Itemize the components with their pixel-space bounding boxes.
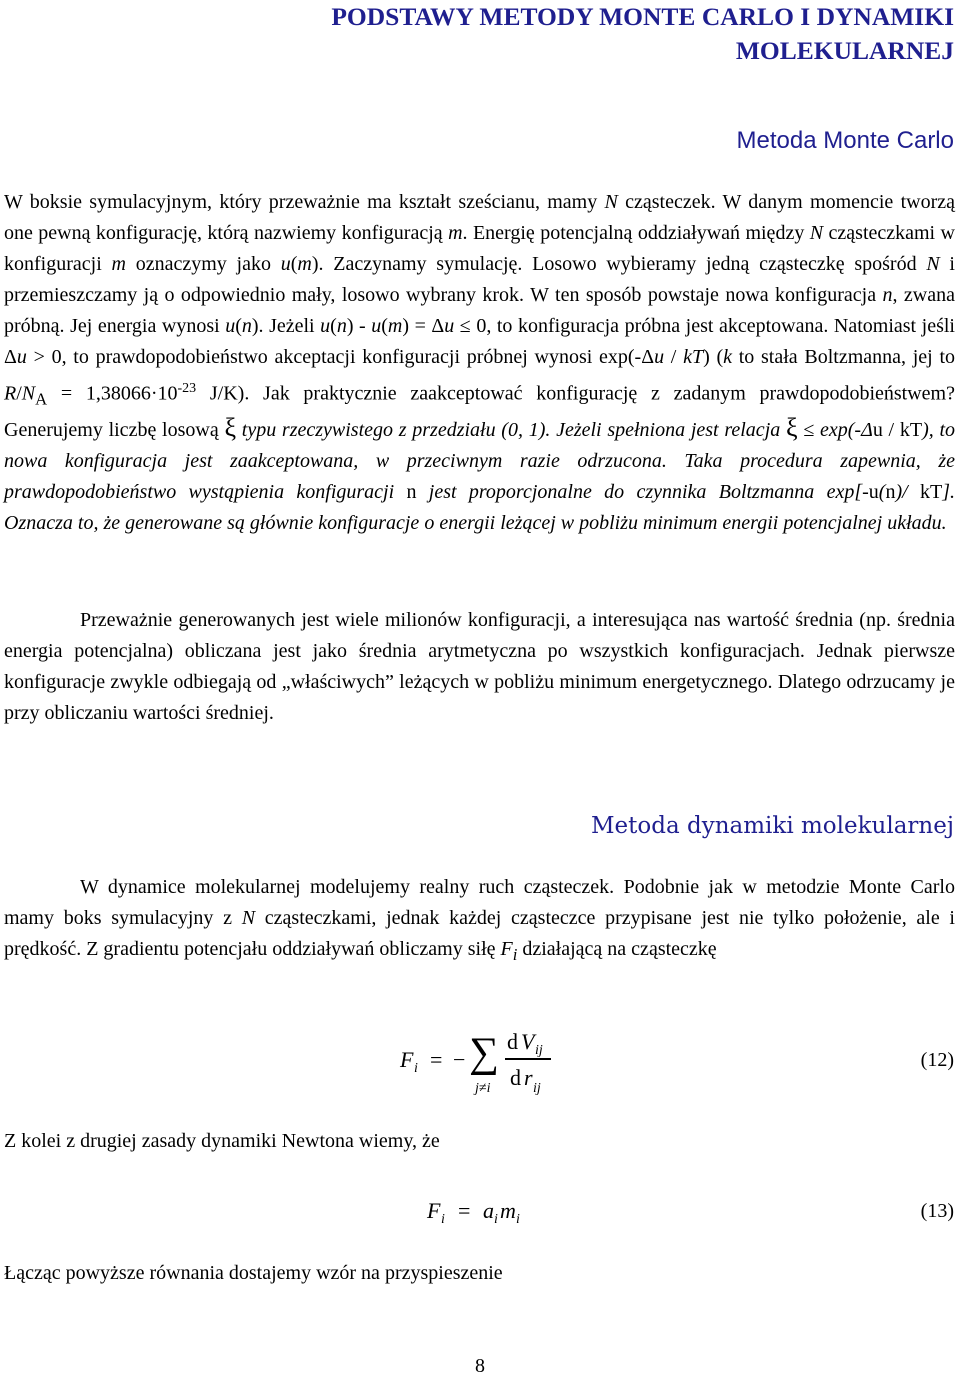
- text-run: kT: [920, 480, 943, 503]
- math-symbol: N: [809, 222, 824, 244]
- math-symbol: kT: [683, 346, 704, 368]
- eq13-a-i: i: [494, 1212, 498, 1227]
- title-line-1: PODSTAWY METODY MONTE CARLO I DYNAMIKI: [331, 2, 954, 31]
- text-run: ) -: [346, 315, 372, 337]
- section-heading-monte-carlo: Metoda Monte Carlo: [736, 127, 954, 154]
- subscript: A: [35, 389, 48, 409]
- text-run: ) = Δ: [402, 315, 445, 337]
- paragraph-md-2: Z kolei z drugiej zasady dynamiki Newtona wiemy, że: [4, 1130, 440, 1152]
- eq12-sum: ∑: [469, 1030, 499, 1076]
- fraction-bar: [505, 1058, 551, 1060]
- superscript: -23: [177, 381, 197, 396]
- equation-number-12: (12): [920, 1049, 954, 1071]
- text-run: (: [381, 315, 388, 337]
- math-symbol: N: [604, 191, 618, 213]
- text-run: n: [406, 480, 417, 503]
- eq13-equals: =: [458, 1198, 471, 1223]
- text-run: /: [664, 346, 684, 368]
- text-run: i przemieszczamy ją o odpowiednio mały, losowo wybrany krok. W ten sposób powstaje nowa konfiguracja: [4, 253, 955, 306]
- equation-number-13: (13): [920, 1200, 954, 1222]
- math-symbol: u: [16, 346, 27, 368]
- math-symbol: m: [297, 253, 312, 275]
- math-symbol: m: [111, 253, 126, 275]
- math-symbol: N: [21, 382, 36, 405]
- page-number: 8: [475, 1355, 485, 1377]
- eq12-den-ij: ij: [533, 1081, 541, 1096]
- eq12-minus: −: [453, 1047, 466, 1072]
- text-run: to stała Boltzmanna, jej to: [732, 346, 956, 368]
- math-symbol: N: [926, 253, 940, 275]
- math-symbol: n: [241, 315, 252, 337]
- title-line-2: MOLEKULARNEJ: [735, 36, 954, 65]
- text: cząsteczkami, jednak każdej cząsteczce przypisane jest nie tylko położenie, ale i prędkość. Z gradientu potencjału oddziaływań obliczamy siłę: [4, 907, 955, 960]
- text-run: n: [885, 480, 896, 503]
- math-symbol: u: [280, 253, 291, 275]
- text: W dynamice molekularnej modelujemy realny ruch cząsteczek. Podobnie jak w metodzie Monte Carlo mamy boks symulacyjny z: [4, 876, 955, 929]
- math-symbol: u: [654, 346, 665, 368]
- eq12-equals: =: [430, 1047, 443, 1072]
- text: działającą na cząsteczkę: [517, 938, 717, 960]
- math-symbol: u: [371, 315, 382, 337]
- paragraph-md-1: [4, 872, 955, 970]
- math-symbol: k: [723, 346, 733, 368]
- math-symbol: n: [336, 315, 347, 337]
- eq12-num-d: d: [507, 1029, 518, 1054]
- text-run: ) (: [703, 346, 724, 368]
- text-run: . Energię potencjalną oddziaływań między: [462, 222, 810, 244]
- text-run: ξ: [785, 412, 798, 442]
- symbol-i: i: [512, 945, 518, 964]
- eq12-sum-index: j≠i: [475, 1081, 491, 1096]
- eq12-den-r: r: [524, 1065, 533, 1090]
- text-run: (: [235, 315, 242, 337]
- paragraph-monte-carlo-1: [4, 187, 955, 539]
- eq13-m-i: i: [516, 1212, 520, 1227]
- eq13-a: a: [483, 1198, 494, 1223]
- math-symbol: typu rzeczywistego z przedziału (0, 1). Jeżeli spełniona jest relacja: [236, 418, 786, 441]
- text-run: u: [868, 480, 879, 503]
- paragraph-monte-carlo-2: Przeważnie generowanych jest wiele milionów konfiguracji, a interesująca nas wartość średnia (np. średnia energia potencjalna) obliczana jest jako średnia arytmetyczna po wszystkich konfiguracjach. Jednak pierwsze konfiguracje zwykle odbiegają od „właściwych” leżących w pobliżu minimum energetycznego. Dlatego odrzucamy je przy obliczaniu wartości średniej.: [4, 609, 955, 724]
- math-symbol: ≤ exp(-Δ: [797, 418, 873, 441]
- math-symbol: u: [444, 315, 455, 337]
- eq13-i: i: [441, 1212, 445, 1227]
- document-title: [14, 0, 954, 68]
- eq12-num-V: V: [521, 1029, 535, 1054]
- text-run: oznaczymy jako: [125, 253, 281, 275]
- math-symbol: u: [225, 315, 236, 337]
- symbol-N: N: [241, 907, 256, 929]
- text-run: cząsteczkami w konfiguracji: [4, 222, 955, 275]
- eq12-den-d: d: [510, 1065, 521, 1090]
- text-run: = 1,38066·10: [47, 382, 178, 405]
- equation-12: [0, 1025, 960, 1105]
- math-symbol: R: [4, 382, 17, 405]
- math-symbol: n: [882, 284, 893, 306]
- eq13-m: m: [500, 1198, 516, 1223]
- text-run: ). Jeżeli: [251, 315, 321, 337]
- paragraph-md-3: Łącząc powyższe równania dostajemy wzór na przyspieszenie: [4, 1262, 503, 1284]
- text-run: (: [290, 253, 298, 275]
- text-run: ≤ 0, to konfiguracja próbna jest akceptowana. Natomiast jeśli Δ: [4, 315, 955, 368]
- math-symbol: )/: [895, 480, 920, 503]
- text-run: u: [872, 418, 883, 441]
- text-run: ). Zaczynamy symulację. Losowo wybieramy jedną cząsteczkę spośród: [311, 253, 927, 275]
- math-symbol: m: [448, 222, 463, 244]
- eq12-i: i: [414, 1061, 418, 1076]
- text-run: W boksie symulacyjnym, który przeważnie ma kształt sześcianu, mamy: [4, 191, 605, 213]
- text-run: ξ: [224, 412, 237, 442]
- math-symbol: m: [387, 315, 403, 337]
- text-run: J/K). Jak praktycznie zaakceptować konfigurację z zadanym prawdopodobieństwem? Generujemy liczbę losową: [4, 382, 955, 441]
- text-run: /: [16, 382, 22, 405]
- text-run: (: [330, 315, 337, 337]
- text-run: /: [882, 418, 900, 441]
- text-run: kT: [899, 418, 923, 441]
- math-symbol: u: [320, 315, 331, 337]
- eq12-F: F: [400, 1047, 414, 1072]
- symbol-F: F: [500, 938, 513, 960]
- equation-13: [0, 1198, 960, 1238]
- eq12-num-ij: ij: [535, 1043, 543, 1058]
- math-symbol: ]. Oznacza to, że generowane są głównie konfiguracje o energii leżącej w pobliżu minimum energii potencjalnej układu.: [4, 480, 956, 534]
- math-symbol: jest proporcjonalne do czynnika Boltzmanna exp[-: [416, 480, 869, 503]
- eq13-F: F: [427, 1198, 441, 1223]
- text-run: cząsteczek. W danym momencie tworzą one pewną konfigurację, którą nazwiemy konfiguracją: [4, 191, 955, 244]
- text-run: > 0, to prawdopodobieństwo akceptacji konfiguracji próbnej wynosi exp(-Δ: [26, 346, 655, 368]
- section-heading-molecular-dynamics: Metoda dynamiki molekularnej: [590, 813, 954, 839]
- math-symbol: (: [878, 480, 886, 503]
- text-run: , zwana próbną. Jej energia wynosi: [4, 284, 955, 337]
- math-symbol: ), to nowa konfiguracja jest zaakceptowana, w przeciwnym razie odrzucona. Taka procedura zapewnia, że prawdopodobieństwo wystąpienia konfiguracji: [4, 418, 956, 503]
